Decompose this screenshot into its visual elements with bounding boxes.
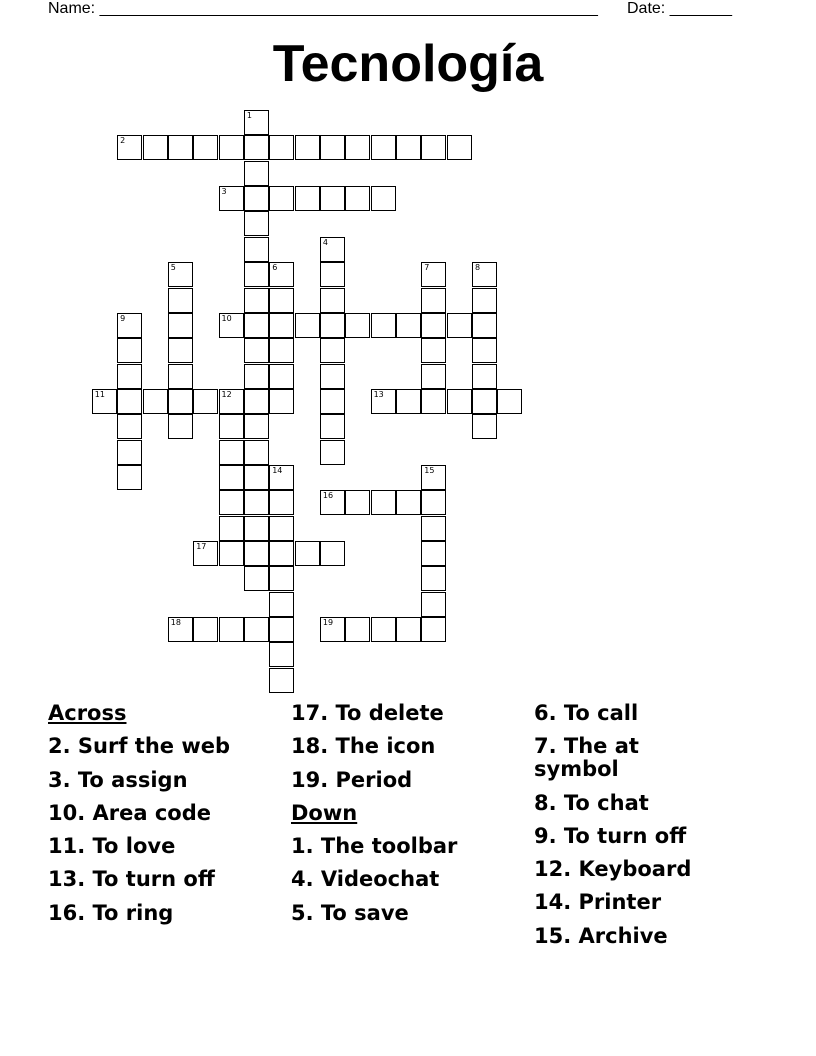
grid-cell[interactable] [168,338,193,363]
grid-cell[interactable] [244,617,269,642]
clue-number: 10 [221,313,232,323]
clue-number: 4 [322,237,328,247]
grid-cell[interactable] [320,135,345,160]
grid-cell[interactable] [244,541,269,566]
grid-cell[interactable] [244,440,269,465]
clue-number: 12 [221,389,232,399]
grid-cell[interactable] [244,465,269,490]
grid-cell[interactable] [421,262,446,287]
grid-cell[interactable] [219,440,244,465]
grid-cell[interactable] [219,135,244,160]
grid-cell[interactable] [269,135,294,160]
clue-number: 15 [424,465,435,475]
grid-cell[interactable] [244,389,269,414]
down-heading: Down [291,800,358,825]
clue: 12. Keyboard [534,857,692,882]
clue: 18. The icon [291,734,436,759]
grid-cell[interactable] [117,389,142,414]
clue: 14. Printer [534,890,662,915]
grid-cell[interactable] [244,338,269,363]
grid-cell[interactable] [320,364,345,389]
grid-cell[interactable] [117,465,142,490]
grid-cell[interactable] [269,490,294,515]
grid-cell[interactable] [244,288,269,313]
clue: 11. To love [48,834,176,859]
clue: 10. Area code [48,800,211,825]
grid-cell[interactable] [193,617,218,642]
date-line: Date: _______ [627,0,732,17]
grid-cell[interactable] [193,541,218,566]
grid-cell[interactable] [219,186,244,211]
grid-cell[interactable] [219,414,244,439]
grid-cell[interactable] [421,313,446,338]
clue-number: 18 [170,618,181,627]
grid-cell[interactable] [244,313,269,338]
grid-cell[interactable] [345,617,370,642]
grid-cell[interactable] [168,313,193,338]
grid-cell[interactable] [345,313,370,338]
grid-cell[interactable] [117,338,142,363]
grid-cell[interactable] [244,364,269,389]
grid-cell[interactable] [421,516,446,541]
clue-number: 8 [475,263,481,273]
grid-cell[interactable] [421,389,446,414]
grid-cell[interactable] [269,541,294,566]
clue-number: 13 [373,389,384,399]
clue: 5. To save [291,900,409,925]
grid-cell[interactable] [320,440,345,465]
clue: 2. Surf the web [48,734,230,759]
grid-cell[interactable] [396,617,421,642]
grid-cell[interactable] [345,186,370,211]
grid-cell[interactable] [219,389,244,414]
grid-cell[interactable] [168,364,193,389]
grid-cell[interactable] [219,516,244,541]
grid-cell[interactable] [371,389,396,414]
grid-cell[interactable] [269,364,294,389]
grid-cell[interactable] [320,288,345,313]
grid-cell[interactable] [320,541,345,566]
grid-cell[interactable] [345,490,370,515]
grid-cell[interactable] [244,490,269,515]
grid-cell[interactable] [269,338,294,363]
grid-cell[interactable] [447,313,472,338]
clue-number: 5 [170,263,176,273]
grid-cell[interactable] [219,490,244,515]
grid-cell[interactable] [295,313,320,338]
clue-number: 16 [322,491,334,501]
grid-cell[interactable] [269,566,294,591]
grid-cell[interactable] [143,135,168,160]
clue-number: 17 [196,542,207,551]
grid-cell[interactable] [396,490,421,515]
grid-cell[interactable] [320,237,345,262]
grid-cell[interactable] [244,186,269,211]
grid-cell[interactable] [219,465,244,490]
grid-cell[interactable] [295,135,320,160]
grid-cell[interactable] [219,313,244,338]
grid-cell[interactable] [396,313,421,338]
grid-cell[interactable] [497,389,522,414]
clue-number: 14 [272,465,283,475]
clue: 13. To turn off [48,867,215,892]
clue: 16. To ring [48,900,174,925]
grid-cell[interactable] [371,313,396,338]
grid-cell[interactable] [92,389,117,414]
clues-column-2 [291,702,531,935]
grid-cell[interactable] [269,642,294,667]
clue-number: 3 [221,187,227,197]
page-title: Tecnología [272,35,544,93]
clue-number: 6 [272,263,278,273]
clue-number: 2 [120,136,126,146]
clue-number: 7 [424,263,430,273]
grid-cell[interactable] [472,313,497,338]
grid-cell[interactable] [193,135,218,160]
grid-cell[interactable] [269,617,294,642]
grid-cell[interactable] [117,364,142,389]
grid-cell[interactable] [320,389,345,414]
clue: 3. To assign [48,767,188,792]
grid-cell[interactable] [117,440,142,465]
clue: 8. To chat [534,790,649,815]
grid-cell[interactable] [244,262,269,287]
grid-cell[interactable] [421,592,446,617]
grid-cell[interactable] [421,541,446,566]
grid-cell[interactable] [371,617,396,642]
grid-cell[interactable] [320,313,345,338]
grid-cell[interactable] [320,338,345,363]
grid-cell[interactable] [371,135,396,160]
grid-cell[interactable] [371,186,396,211]
grid-cell[interactable] [472,262,497,287]
grid-cell[interactable] [472,414,497,439]
clue: 19. Period [291,767,413,792]
clue-number: 19 [322,618,334,627]
grid-cell[interactable] [320,186,345,211]
grid-cell[interactable] [244,161,269,186]
grid-cell[interactable] [295,186,320,211]
grid-cell[interactable] [269,313,294,338]
clue-number: 9 [120,313,126,323]
grid-cell[interactable] [244,566,269,591]
across-heading: Across [48,701,127,725]
grid-cell[interactable] [269,288,294,313]
grid-cell[interactable] [168,262,193,287]
clue: 4. Videochat [291,867,440,892]
grid-cell[interactable] [244,135,269,160]
clue: 1. The toolbar [291,834,458,859]
grid-cell[interactable] [219,541,244,566]
grid-cell[interactable] [421,135,446,160]
grid-cell[interactable] [396,135,421,160]
grid-cell[interactable] [472,288,497,313]
grid-cell[interactable] [320,490,345,515]
grid-cell[interactable] [269,465,294,490]
grid-cell[interactable] [421,465,446,490]
grid-cell[interactable] [244,516,269,541]
clue: 15. Archive [534,923,668,948]
clue: 7. The at symbol [534,734,639,782]
grid-cell[interactable] [117,414,142,439]
clues-column-3 [534,702,714,958]
grid-cell[interactable] [269,262,294,287]
grid-cell[interactable] [269,516,294,541]
grid-cell[interactable] [143,389,168,414]
clue: 6. To call [534,701,639,725]
grid-cell[interactable] [421,490,446,515]
grid-cell[interactable] [320,617,345,642]
grid-cell[interactable] [472,338,497,363]
clue-number: 1 [246,111,252,120]
grid-cell[interactable] [117,135,142,160]
grid-cell[interactable] [269,389,294,414]
grid-cell[interactable] [295,541,320,566]
grid-cell[interactable] [168,389,193,414]
grid-cell[interactable] [219,617,244,642]
grid-cell[interactable] [447,135,472,160]
grid-cell[interactable] [421,617,446,642]
grid-cell[interactable] [168,617,193,642]
grid-cell[interactable] [421,288,446,313]
grid-cell[interactable] [168,414,193,439]
clue: 9. To turn off [534,823,687,848]
grid-cell[interactable] [269,186,294,211]
grid-cell[interactable] [244,110,269,135]
grid-cell[interactable] [117,313,142,338]
grid-cell[interactable] [472,364,497,389]
grid-cell[interactable] [421,566,446,591]
grid-cell[interactable] [345,135,370,160]
grid-cell[interactable] [244,414,269,439]
grid-cell[interactable] [320,414,345,439]
grid-cell[interactable] [269,592,294,617]
clue-number: 11 [94,389,105,399]
grid-cell[interactable] [371,490,396,515]
grid-cell[interactable] [168,288,193,313]
clues-column-1 [48,702,288,935]
grid-cell[interactable] [320,262,345,287]
grid-cell[interactable] [244,211,269,236]
grid-cell[interactable] [447,389,472,414]
grid-cell[interactable] [168,135,193,160]
grid-cell[interactable] [396,389,421,414]
grid-cell[interactable] [269,668,294,693]
grid-cell[interactable] [472,389,497,414]
grid-cell[interactable] [421,338,446,363]
grid-cell[interactable] [421,364,446,389]
grid-cell[interactable] [193,389,218,414]
clue: 17. To delete [291,701,444,725]
name-line: Name: ________________________________________________________ [48,0,598,17]
grid-cell[interactable] [244,237,269,262]
